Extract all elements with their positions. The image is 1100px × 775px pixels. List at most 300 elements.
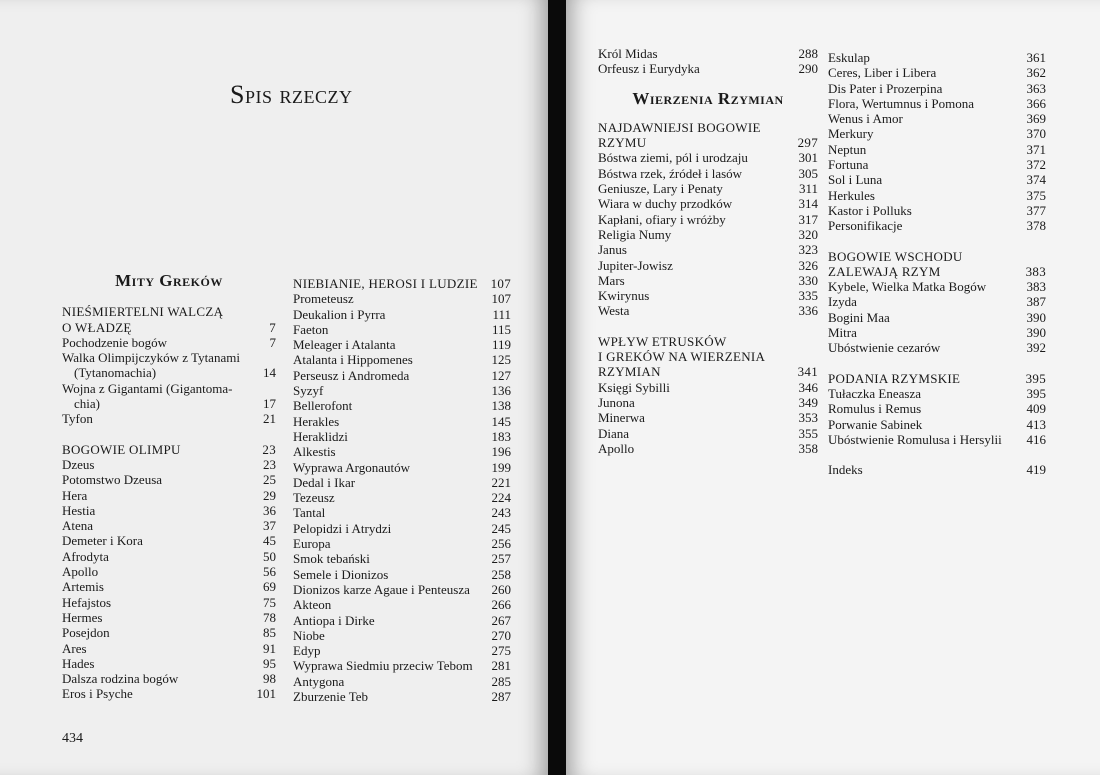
page-ref: 317 <box>798 211 818 227</box>
page-ref: 372 <box>1026 157 1046 173</box>
page-ref: 290 <box>798 61 818 77</box>
page-ref: 349 <box>798 394 818 410</box>
toc-entry-title: Eros i Psyche <box>62 686 133 702</box>
toc-entry <box>293 444 511 459</box>
toc-entry <box>293 597 511 612</box>
toc-entry-title: Hestia <box>62 502 96 518</box>
page-ref: 323 <box>798 242 818 258</box>
chapter-heading-line <box>598 349 818 364</box>
page-ref: 37 <box>263 518 276 534</box>
toc-entry <box>293 613 511 628</box>
toc-entry-title: Mars <box>598 272 625 288</box>
page-ref: 287 <box>491 689 511 705</box>
toc-entry-title: Perseusz i Andromeda <box>293 367 410 383</box>
page-ref: 369 <box>1026 111 1046 127</box>
chapter-heading-line <box>828 264 1046 279</box>
toc-entry-title: Tantal <box>293 505 326 521</box>
page-ref: 23 <box>262 441 276 457</box>
toc-entry <box>62 518 276 533</box>
toc-entry-title: Porwanie Sabinek <box>828 416 923 432</box>
toc-entry-title: Diana <box>598 425 630 441</box>
toc-entry-title: Religia Numy <box>598 226 672 242</box>
toc-entry <box>828 279 1046 294</box>
toc-entry <box>828 142 1046 157</box>
toc-entry <box>598 380 818 395</box>
page-ref: 107 <box>490 276 511 291</box>
page-ref: 29 <box>263 487 276 503</box>
chapter-heading <box>293 276 511 291</box>
section-title: Wierzenia Rzymian <box>632 88 784 108</box>
toc-entry <box>293 689 511 704</box>
toc-entry-title: Merkury <box>828 126 874 142</box>
toc-entry <box>828 172 1046 187</box>
toc-entry <box>598 441 818 456</box>
page-ref: 390 <box>1026 325 1046 341</box>
toc-entry-title: Atena <box>62 518 94 534</box>
toc-entry <box>598 150 818 165</box>
chapter-heading <box>598 334 818 380</box>
toc-entry-title: Alkestis <box>293 444 336 460</box>
page-ref: 361 <box>1026 50 1046 65</box>
toc-entry <box>293 414 511 429</box>
toc-entry <box>293 307 511 322</box>
toc-entry <box>62 564 276 579</box>
page-ref: 21 <box>263 411 276 427</box>
page-ref: 374 <box>1026 172 1046 188</box>
toc-entry <box>598 227 818 242</box>
toc-column-right-2 <box>828 50 1046 477</box>
page-ref: 297 <box>797 135 818 151</box>
toc-entry-title: Ares <box>62 640 87 656</box>
page-ref: 245 <box>491 520 511 536</box>
toc-entry <box>598 46 818 61</box>
chapter-heading-line <box>62 320 276 335</box>
chapter-title: NAJDAWNIEJSI BOGOWIE <box>598 119 761 135</box>
chapter-heading-line <box>62 442 276 457</box>
toc-entry <box>293 628 511 643</box>
toc-entry-title: Antiopa i Dirke <box>293 612 375 628</box>
toc-entry-title: Dionizos karze Agaue i Penteusza <box>293 581 470 597</box>
toc-entry-title: Afrodyta <box>62 548 109 564</box>
toc-entry-title: Heraklidzi <box>293 428 348 444</box>
page-ref: 23 <box>263 456 276 472</box>
toc-entry <box>828 157 1046 172</box>
toc-entry <box>828 126 1046 141</box>
toc-entry <box>293 536 511 551</box>
toc-entry <box>598 395 818 410</box>
toc-entry <box>828 203 1046 218</box>
toc-entry <box>62 365 276 380</box>
page-ref: 260 <box>491 581 511 597</box>
toc-entry-title: Apollo <box>598 440 635 456</box>
page-ref: 111 <box>492 306 511 322</box>
chapter-title: WPŁYW ETRUSKÓW <box>598 333 727 349</box>
page-ref: 7 <box>269 334 276 350</box>
page-ref: 363 <box>1026 80 1046 96</box>
page-ref: 383 <box>1025 263 1046 279</box>
page-ref: 136 <box>491 383 511 399</box>
toc-entry <box>598 166 818 181</box>
toc-entry-title: Eskulap <box>828 50 870 65</box>
toc-entry <box>828 401 1046 416</box>
page-ref: 375 <box>1026 187 1046 203</box>
book-spine <box>548 0 566 775</box>
chapter-heading <box>62 304 276 335</box>
toc-entry-title: Akteon <box>293 597 332 613</box>
toc-entry <box>62 625 276 640</box>
toc-entry <box>62 533 276 548</box>
page-ref: 311 <box>798 181 818 197</box>
toc-entry-title: Geniusze, Lary i Penaty <box>598 181 723 197</box>
page-ref: 183 <box>491 428 511 444</box>
page-ref: 301 <box>798 150 818 166</box>
chapter-heading <box>62 442 276 457</box>
toc-entry-title: Personifikacje <box>828 218 903 234</box>
page-ref: 377 <box>1026 202 1046 218</box>
page-ref: 326 <box>798 257 818 273</box>
toc-entry <box>62 503 276 518</box>
page-ref: 358 <box>798 440 818 456</box>
toc-entry-title: Demeter i Kora <box>62 533 143 549</box>
page-ref: 115 <box>491 321 511 337</box>
toc-entry-title: Orfeusz i Eurydyka <box>598 61 700 77</box>
toc-entry <box>62 396 276 411</box>
toc-entry <box>828 340 1046 355</box>
page-ref: 199 <box>491 459 511 475</box>
toc-entry <box>62 457 276 472</box>
spacer <box>828 447 1046 462</box>
page-ref: 305 <box>798 165 818 181</box>
toc-entry <box>293 322 511 337</box>
toc-entry-title: Zburzenie Teb <box>293 689 369 705</box>
page-ref: 75 <box>263 594 276 610</box>
page-ref: 336 <box>798 303 818 319</box>
toc-entry <box>62 686 276 701</box>
page-ref: 395 <box>1026 385 1046 401</box>
section-title: Mity Greków <box>115 271 223 290</box>
toc-entry-title: Ceres, Liber i Libera <box>828 65 937 81</box>
chapter-heading-line <box>598 364 818 379</box>
page-ref: 125 <box>491 352 511 368</box>
page-ref: 256 <box>491 536 511 552</box>
toc-entry <box>598 426 818 441</box>
toc-entry <box>293 429 511 444</box>
toc-entry-title: Izyda <box>828 294 857 310</box>
page-ref: 69 <box>263 579 276 595</box>
toc-entry-title: Ubóstwienie cezarów <box>828 340 941 356</box>
toc-entry <box>598 288 818 303</box>
right-page <box>566 0 1100 775</box>
toc-entry <box>828 218 1046 233</box>
page-ref: 392 <box>1026 340 1046 356</box>
toc-entry <box>598 410 818 425</box>
toc-entry <box>598 61 818 76</box>
page-ref: 266 <box>491 597 511 613</box>
toc-entry-title: Fortuna <box>828 157 869 173</box>
page-ref: 258 <box>491 566 511 582</box>
toc-entry-title: Artemis <box>62 579 104 595</box>
spacer <box>62 427 276 442</box>
toc-entry <box>828 294 1046 309</box>
toc-entry <box>293 582 511 597</box>
page-ref: 78 <box>263 609 276 625</box>
toc-entry <box>293 505 511 520</box>
chapter-title: ZALEWAJĄ RZYM <box>828 263 941 279</box>
page-ref: 196 <box>491 444 511 460</box>
toc-entry-title: Deukalion i Pyrra <box>293 306 386 322</box>
toc-entry-title: Minerwa <box>598 410 645 426</box>
page-ref: 267 <box>491 612 511 628</box>
chapter-title: O WŁADZĘ <box>62 319 132 335</box>
toc-entry <box>293 567 511 582</box>
toc-entry-title: Neptun <box>828 141 867 157</box>
toc-entry-title: Janus <box>598 242 627 258</box>
page-ref: 95 <box>263 655 276 671</box>
page-ref: 341 <box>797 364 818 380</box>
toc-entry-title: Hera <box>62 487 88 503</box>
spacer <box>828 234 1046 249</box>
page-ref: 288 <box>798 46 818 61</box>
page-ref: 395 <box>1025 370 1046 386</box>
toc-entry-title: Kwirynus <box>598 288 650 304</box>
toc-entry <box>62 671 276 686</box>
toc-entry-title: Flora, Wertumnus i Pomona <box>828 95 975 111</box>
page-ref: 91 <box>263 640 276 656</box>
page-ref: 371 <box>1026 141 1046 157</box>
toc-entry-title: Semele i Dionizos <box>293 566 389 582</box>
toc-entry <box>62 472 276 487</box>
toc-entry-title: Junona <box>598 394 635 410</box>
toc-entry-title: Westa <box>598 303 630 319</box>
toc-entry-title: Europa <box>293 536 331 552</box>
toc-entry <box>828 65 1046 80</box>
page-ref: 257 <box>491 551 511 567</box>
chapter-title: BOGOWIE OLIMPU <box>62 441 181 457</box>
chapter-heading-line <box>598 334 818 349</box>
toc-entry-title: Edyp <box>293 643 321 659</box>
chapter-title: RZYMU <box>598 135 647 151</box>
page-ref: 7 <box>269 319 276 335</box>
chapter-heading <box>828 371 1046 386</box>
page-ref: 145 <box>491 413 511 429</box>
toc-entry <box>293 460 511 475</box>
page-ref: 285 <box>491 673 511 689</box>
toc-entry-title: Dzeus <box>62 456 95 472</box>
toc-entry <box>828 325 1046 340</box>
toc-entry <box>828 111 1046 126</box>
toc-entry-title: Potomstwo Dzeusa <box>62 472 163 488</box>
toc-entry <box>62 641 276 656</box>
toc-entry <box>293 643 511 658</box>
page-ref: 17 <box>263 396 276 412</box>
toc-entry <box>62 411 276 426</box>
toc-entry-title: Dedal i Ikar <box>293 474 356 490</box>
toc-entry-title: Tyfon <box>62 411 93 427</box>
chapter-heading-line <box>598 120 818 135</box>
page-ref: 314 <box>798 196 818 212</box>
page-ref: 419 <box>1026 462 1046 478</box>
toc-entry-title: Księgi Sybilli <box>598 379 670 395</box>
toc-entry-title: Niobe <box>293 627 325 643</box>
toc-entry <box>293 490 511 505</box>
chapter-title: BOGOWIE WSCHODU <box>828 248 963 264</box>
spacer <box>828 356 1046 371</box>
toc-entry <box>293 674 511 689</box>
toc-entry-title: Indeks <box>828 462 863 478</box>
page-ref: 355 <box>798 425 818 441</box>
chapter-heading-line <box>62 304 276 319</box>
toc-entry <box>828 417 1046 432</box>
page-ref: 119 <box>491 337 511 353</box>
toc-entry-title: (Tytanomachia) <box>74 365 157 381</box>
page-ref: 101 <box>256 686 276 702</box>
toc-entry-title: Smok tebański <box>293 551 370 567</box>
toc-entry-title: Antygona <box>293 673 345 689</box>
toc-entry-title: Wyprawa Argonautów <box>293 459 411 475</box>
toc-entry <box>293 398 511 413</box>
page-ref: 366 <box>1026 95 1046 111</box>
toc-entry <box>598 258 818 273</box>
toc-entry <box>293 551 511 566</box>
toc-entry-title: Romulus i Remus <box>828 401 922 417</box>
toc-entry-title: Posejdon <box>62 625 110 641</box>
page-ref: 107 <box>491 291 511 307</box>
page-ref: 378 <box>1026 218 1046 234</box>
page-ref: 362 <box>1026 65 1046 81</box>
toc-entry-title: Bóstwa rzek, źródeł i lasów <box>598 165 743 181</box>
toc-entry-title: Bellerofont <box>293 398 353 414</box>
toc-entry-title: Kybele, Wielka Matka Bogów <box>828 279 987 295</box>
chapter-title: RZYMIAN <box>598 364 661 380</box>
toc-entry-title: Prometeusz <box>293 291 354 307</box>
page-number: 434 <box>62 731 83 746</box>
page-ref: 98 <box>263 671 276 687</box>
spacer <box>598 319 818 334</box>
page-ref: 275 <box>491 643 511 659</box>
toc-entry-title: Tezeusz <box>293 490 335 506</box>
toc-entry <box>62 335 276 350</box>
toc-entry-title: Atalanta i Hippomenes <box>293 352 413 368</box>
toc-entry-title: Dis Pater i Prozerpina <box>828 80 943 96</box>
page-ref: 413 <box>1026 416 1046 432</box>
toc-entry-title: Sol i Luna <box>828 172 883 188</box>
toc-entry-title: Bogini Maa <box>828 309 890 325</box>
page-ref: 127 <box>491 367 511 383</box>
page-ref: 390 <box>1026 309 1046 325</box>
page-ref: 370 <box>1026 126 1046 142</box>
toc-entry <box>828 96 1046 111</box>
toc-entry <box>293 337 511 352</box>
toc-entry-title: Jupiter-Jowisz <box>598 257 673 273</box>
toc-entry <box>828 50 1046 65</box>
toc-entry-title: Apollo <box>62 564 99 580</box>
page-ref: 243 <box>491 505 511 521</box>
toc-entry <box>828 386 1046 401</box>
toc-column-left-1 <box>62 273 276 702</box>
toc-entry <box>293 658 511 673</box>
page-ref: 320 <box>798 226 818 242</box>
chapter-heading-line <box>293 276 511 291</box>
toc-entry <box>828 462 1046 477</box>
chapter-heading-line <box>598 135 818 150</box>
toc-entry <box>598 196 818 211</box>
toc-entry-title: Hefajstos <box>62 594 112 610</box>
toc-entry <box>828 188 1046 203</box>
page-ref: 45 <box>263 533 276 549</box>
toc-entry-title: Hermes <box>62 609 103 625</box>
toc-entry <box>598 273 818 288</box>
page-ref: 346 <box>798 379 818 395</box>
toc-entry <box>62 488 276 503</box>
toc-entry <box>598 181 818 196</box>
page-ref: 85 <box>263 625 276 641</box>
toc-entry-title: chia) <box>74 396 100 412</box>
toc-entry <box>62 549 276 564</box>
toc-entry <box>62 579 276 594</box>
chapter-title: NIEŚMIERTELNI WALCZĄ <box>62 304 224 320</box>
toc-entry-title: Syzyf <box>293 383 324 399</box>
toc-entry <box>293 475 511 490</box>
toc-entry <box>828 432 1046 447</box>
page-ref: 221 <box>491 474 511 490</box>
page-ref: 335 <box>798 288 818 304</box>
toc-entry-title: Pochodzenie bogów <box>62 334 168 350</box>
toc-entry <box>293 368 511 383</box>
toc-entry-title: Walka Olimpijczyków z Tytanami <box>62 350 240 366</box>
page-ref: 36 <box>263 502 276 518</box>
page-ref: 330 <box>798 272 818 288</box>
toc-entry <box>598 303 818 318</box>
page-ref: 25 <box>263 472 276 488</box>
toc-entry-title: Tułaczka Eneasza <box>828 385 922 401</box>
toc-entry-title: Pelopidzi i Atrydzi <box>293 520 392 536</box>
chapter-heading <box>828 249 1046 280</box>
chapter-heading <box>598 120 818 151</box>
toc-entry-title: Wyprawa Siedmiu przeciw Tebom <box>293 658 473 674</box>
toc-entry <box>62 610 276 625</box>
toc-entry-title: Herakles <box>293 413 340 429</box>
left-page <box>0 0 548 775</box>
chapter-heading-line <box>828 371 1046 386</box>
page-ref: 281 <box>491 658 511 674</box>
toc-entry-title: Bóstwa ziemi, pól i urodzaju <box>598 150 748 166</box>
toc-entry <box>293 383 511 398</box>
toc-entry-title: Ubóstwienie Romulusa i Hersylii <box>828 431 1002 447</box>
toc-entry-title: Herkules <box>828 187 875 203</box>
toc-entry <box>62 381 276 396</box>
toc-entry <box>62 656 276 671</box>
toc-entry <box>598 212 818 227</box>
toc-entry-title: Wiara w duchy przodków <box>598 196 733 212</box>
page-ref: 56 <box>263 564 276 580</box>
toc-entry <box>62 350 276 365</box>
toc-entry-title: Mitra <box>828 325 857 341</box>
toc-entry-title: Hades <box>62 655 95 671</box>
toc-entry <box>828 310 1046 325</box>
toc-entry <box>293 291 511 306</box>
page-ref: 383 <box>1026 279 1046 295</box>
page-ref: 409 <box>1026 401 1046 417</box>
page-ref: 387 <box>1026 294 1046 310</box>
toc-entry <box>293 352 511 367</box>
toc-entry <box>293 521 511 536</box>
toc-entry <box>598 242 818 257</box>
toc-entry-title: Dalsza rodzina bogów <box>62 671 179 687</box>
page-ref: 50 <box>263 548 276 564</box>
page-title: Spis rzeczy <box>230 80 353 109</box>
chapter-heading-line <box>828 249 1046 264</box>
toc-entry <box>828 81 1046 96</box>
